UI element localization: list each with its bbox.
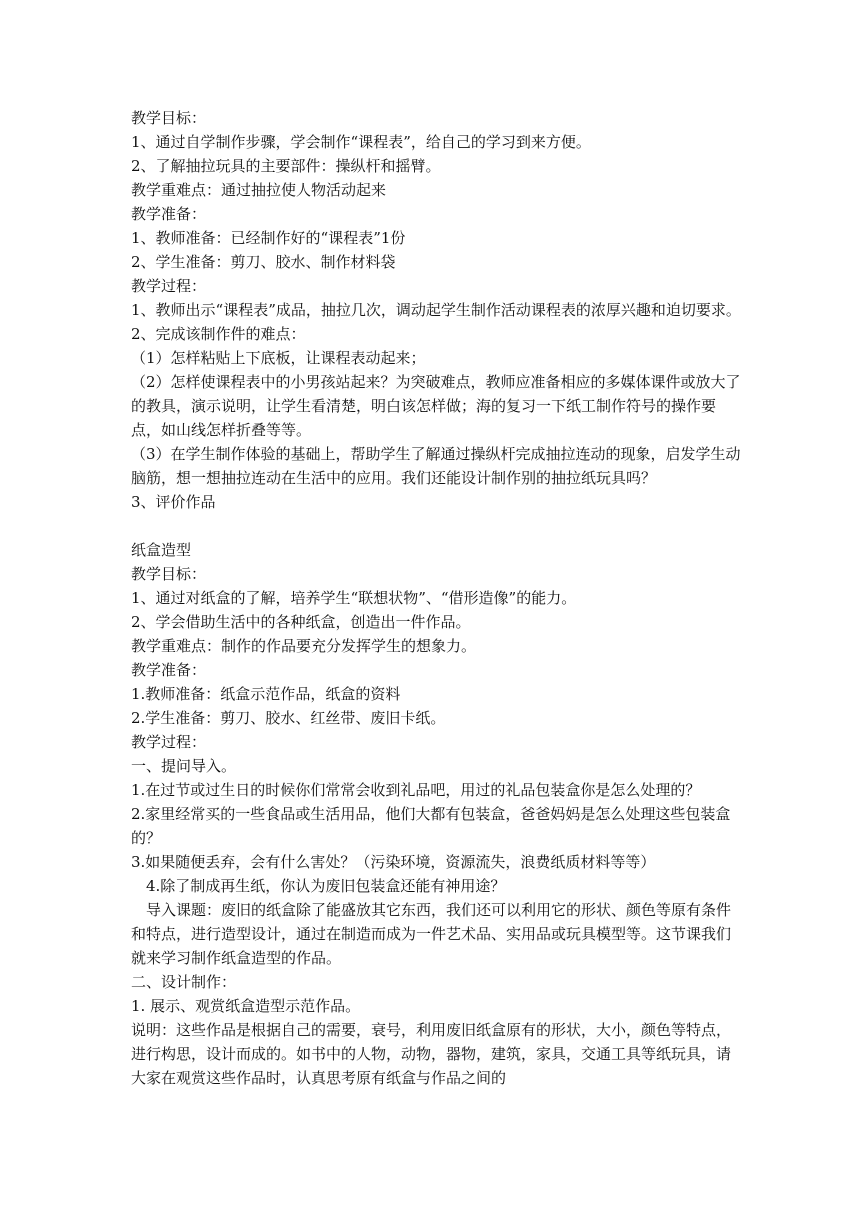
paragraph: 2、学生准备：剪刀、胶水、制作材料袋 — [131, 253, 396, 271]
paragraph: 导入课题：废旧的纸盒除了能盛放其它东西，我们还可以利用它的形状、颜色等原有条件和特点，进行造型设计，通过在制造而成为一件艺术品、实用品或玩具模型等。这节课我们就来学习制作纸盒造型的作品。 — [131, 901, 732, 967]
paragraph: （1）怎样粘贴上下底板，让课程表动起来； — [131, 349, 426, 367]
section-heading: 教学准备： — [131, 661, 207, 679]
section-heading: 教学重难点：通过抽拉使人物活动起来 — [131, 181, 387, 199]
paragraph: （2）怎样使课程表中的小男孩站起来？为突破难点，教师应准备相应的多媒体课件或放大了的教具，演示说明，让学生看清楚，明白该怎样做；海的复习一下纸工制作符号的操作要点，如山线怎样折叠等等。 — [131, 373, 741, 439]
paragraph: 2.学生准备：剪刀、胶水、红丝带、废旧卡纸。 — [131, 709, 446, 727]
document-body — [131, 106, 741, 1090]
paragraph: 1.在过节或过生日的时候你们常常会收到礼品吧，用过的礼品包装盒你是怎么处理的？ — [131, 781, 701, 799]
section-heading: 教学过程： — [131, 277, 207, 295]
paragraph: 说明：这些作品是根据自己的需要，衰号，利用废旧纸盒原有的形状，大小，颜色等特点，进行构思，设计而成的。如书中的人物，动物，器物，建筑，家具，交通工具等纸玩具，请大家在观赏这些作品时，认真思考原有纸盒与作品之间的 — [131, 1021, 732, 1087]
section-heading: 教学重难点：制作的作品要充分发挥学生的想象力。 — [131, 637, 477, 655]
paragraph: 3、评价作品 — [131, 493, 216, 511]
paragraph: 2.家里经常买的一些食品或生活用品，他们大都有包装盒，爸爸妈妈是怎么处理这些包装盒的？ — [131, 805, 731, 847]
section-heading: 教学目标： — [131, 109, 207, 127]
paragraph: 一、提问导入。 — [131, 757, 237, 775]
section-heading: 教学目标： — [131, 565, 207, 583]
lesson-title: 纸盒造型 — [131, 541, 192, 559]
paragraph: 1、通过对纸盒的了解，培养学生“联想状物”、“借形造像”的能力。 — [131, 589, 577, 607]
section-heading: 二、设计制作： — [131, 973, 237, 991]
paragraph: 1. 展示、观赏纸盒造型示范作品。 — [131, 997, 361, 1015]
lesson-1-section — [131, 106, 741, 514]
paragraph: 4.除了制成再生纸，你认为废旧包装盒还能有神用途？ — [146, 877, 506, 895]
paragraph: 1、教师出示“课程表”成品，抽拉几次，调动起学生制作活动课程表的浓厚兴趣和迫切要求。 — [131, 301, 741, 319]
paragraph: 3.如果随便丢弃，会有什么害处？（污染环境，资源流失，浪费纸质材料等等） — [131, 853, 656, 871]
blank-line — [131, 514, 741, 538]
paragraph: 2、完成该制作件的难点： — [131, 325, 306, 343]
paragraph: 1、通过自学制作步骤，学会制作“课程表”，给自己的学习到来方便。 — [131, 133, 591, 151]
paragraph: 2、学会借助生活中的各种纸盒，创造出一件作品。 — [131, 613, 471, 631]
lesson-2-section — [131, 538, 741, 1090]
paragraph: 2、了解抽拉玩具的主要部件：操纵杆和摇臂。 — [131, 157, 441, 175]
paragraph: （3）在学生制作体验的基础上，帮助学生了解通过操纵杆完成抽拉连动的现象，启发学生动脑筋，想一想抽拉连动在生活中的应用。我们还能设计制作别的抽拉纸玩具吗？ — [131, 445, 741, 487]
section-heading: 教学准备： — [131, 205, 207, 223]
paragraph: 1.教师准备：纸盒示范作品，纸盒的资料 — [131, 685, 401, 703]
paragraph: 1、教师准备：已经制作好的“课程表”1份 — [131, 229, 406, 247]
section-heading: 教学过程： — [131, 733, 207, 751]
